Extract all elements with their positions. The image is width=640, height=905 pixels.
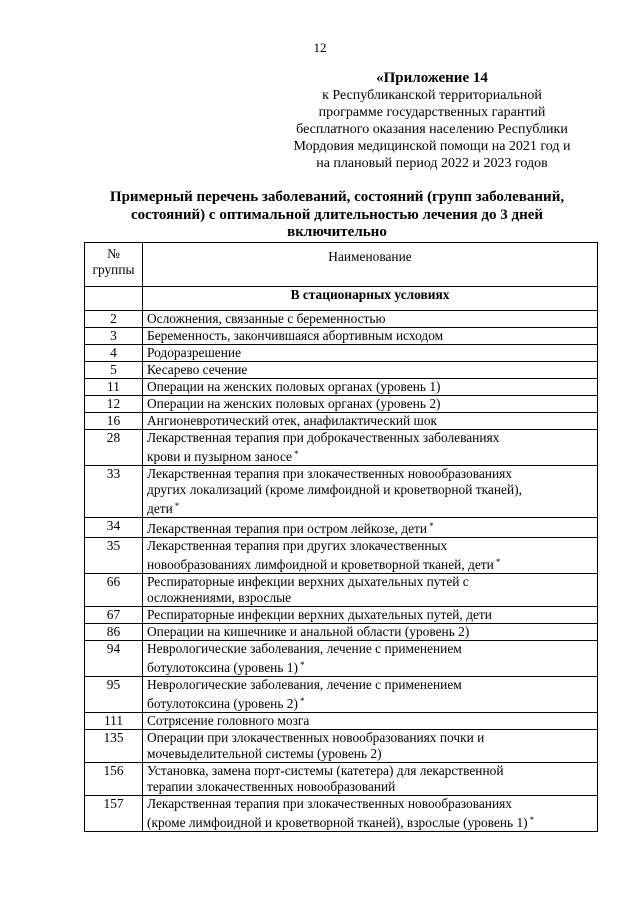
group-name-cell [143, 713, 598, 730]
table-row [85, 730, 598, 763]
group-name-line: Осложнения, связанные с беременностью [147, 311, 386, 326]
footnote-asterisk: * [299, 696, 305, 706]
group-number-cell: 33 [85, 466, 143, 518]
group-number-cell: 35 [85, 538, 143, 574]
header-num-line: № [107, 246, 120, 261]
table-row [85, 796, 598, 832]
group-name-line: Операции на кишечнике и анальной области (уровень 2) [147, 624, 470, 639]
table-row [85, 396, 598, 413]
footnote-asterisk: * [294, 449, 299, 459]
group-number-cell: 135 [85, 730, 143, 763]
table-row [85, 311, 598, 328]
group-name-cell [143, 763, 598, 796]
group-number-cell: 86 [85, 624, 143, 641]
group-number-cell: 4 [85, 345, 143, 362]
group-number-cell: 2 [85, 311, 143, 328]
group-number-cell: 66 [85, 574, 143, 607]
group-number-cell: 28 [85, 430, 143, 466]
appendix-line: на плановый период 2022 и 2023 годов [316, 156, 548, 171]
group-name-line: Неврологические заболевания, лечение с применением [147, 677, 462, 692]
group-name-line: Операции при злокачественных новообразованиях почки и [147, 730, 485, 745]
table-row [85, 345, 598, 362]
group-name-line: других локализаций (кроме лимфоидной и кроветворной тканей), [147, 482, 522, 497]
group-name-line: Лекарственная терапия при злокачественных новообразованиях [147, 796, 512, 811]
group-name-line: Неврологические заболевания, лечение с применением [147, 641, 462, 656]
group-number-cell: 12 [85, 396, 143, 413]
group-name-cell [143, 518, 598, 538]
group-number-cell: 67 [85, 607, 143, 624]
table-row [85, 713, 598, 730]
group-name-line: Беременность, закончившаяся абортивным исходом [147, 328, 444, 343]
group-name-line: Родоразрешение [147, 345, 242, 360]
group-name-line: ботулотоксина (уровень 1) * [147, 660, 305, 675]
group-name-line: Ангионевротический отек, анафилактический шок [147, 413, 438, 428]
table-row [85, 538, 598, 574]
group-number-cell: 95 [85, 677, 143, 713]
table-row [85, 607, 598, 624]
footnote-asterisk: * [174, 501, 180, 511]
group-name-line: крови и пузырном заносе * [147, 449, 299, 464]
group-name-line: Кесарево сечение [147, 362, 248, 377]
header-name: Наименование [143, 243, 598, 287]
group-name-line: (кроме лимфоидной и кроветворной тканей), взрослые (уровень 1) * [147, 815, 535, 830]
table-row [85, 413, 598, 430]
group-number-cell: 3 [85, 328, 143, 345]
footnote-asterisk: * [529, 815, 535, 825]
group-name-cell [143, 538, 598, 574]
table-row [85, 624, 598, 641]
group-number-cell: 156 [85, 763, 143, 796]
footnote-asterisk: * [429, 521, 434, 531]
table-row [85, 466, 598, 518]
appendix-title: «Приложение 14 [376, 70, 488, 86]
section-empty-cell [85, 287, 143, 311]
table-header-row [85, 243, 598, 287]
group-name-cell [143, 362, 598, 379]
group-name-line: осложнениями, взрослые [147, 590, 292, 605]
group-name-line: терапии злокачественных новообразований [147, 779, 396, 794]
group-name-cell [143, 379, 598, 396]
group-name-cell [143, 796, 598, 832]
table-row [85, 763, 598, 796]
group-name-cell [143, 607, 598, 624]
group-name-line: Лекарственная терапия при доброкачественных заболеваниях [147, 430, 500, 445]
group-name-cell [143, 345, 598, 362]
group-number-cell: 5 [85, 362, 143, 379]
group-number-cell: 94 [85, 641, 143, 677]
group-name-line: Респираторные инфекции верхних дыхательных путей, дети [147, 607, 492, 622]
group-name-line: ботулотоксина (уровень 2) * [147, 696, 305, 711]
group-name-cell [143, 730, 598, 763]
group-name-cell [143, 466, 598, 518]
group-name-line: Лекарственная терапия при других злокачественных [147, 538, 448, 553]
group-number-cell: 34 [85, 518, 143, 538]
group-name-cell [143, 677, 598, 713]
table-row [85, 518, 598, 538]
appendix-line: бесплатного оказания населению Республики [296, 122, 568, 137]
table-row [85, 677, 598, 713]
group-name-line: Операции на женских половых органах (уровень 1) [147, 379, 441, 394]
table-row [85, 379, 598, 396]
appendix-line: Мордовия медицинской помощи на 2021 год и [293, 139, 571, 154]
group-name-cell [143, 396, 598, 413]
footnote-asterisk: * [495, 557, 501, 567]
group-name-line: Респираторные инфекции верхних дыхательных путей с [147, 574, 469, 589]
document-title-line: Примерный перечень заболеваний, состояний (групп заболеваний, [109, 189, 565, 205]
page-number: 12 [313, 40, 327, 55]
group-name-cell [143, 574, 598, 607]
group-name-cell [143, 413, 598, 430]
group-name-line: дети * [147, 501, 180, 516]
group-name-cell [143, 641, 598, 677]
group-number-cell: 157 [85, 796, 143, 832]
group-name-line: Лекарственная терапия при остром лейкозе, дети * [147, 521, 434, 536]
document-title-line: состояний) с оптимальной длительностью лечения до 3 дней [130, 206, 544, 223]
header-group-number [85, 243, 143, 287]
group-name-cell [143, 624, 598, 641]
table-row [85, 362, 598, 379]
document-title-line: включительно [287, 224, 387, 240]
appendix-block [262, 70, 602, 172]
table-row [85, 430, 598, 466]
group-name-cell [143, 311, 598, 328]
group-name-line: Сотрясение головного мозга [147, 713, 310, 728]
table-row [85, 574, 598, 607]
group-number-cell: 11 [85, 379, 143, 396]
footnote-asterisk: * [299, 660, 305, 670]
document-title [62, 189, 612, 242]
group-name-line: новообразованиях лимфоидной и кроветворной тканей, дети * [147, 557, 501, 572]
group-number-cell: 111 [85, 713, 143, 730]
group-name-line: мочевыделительной системы (уровень 2) [147, 746, 382, 761]
appendix-line: к Республиканской территориальной [322, 88, 542, 103]
header-num-line: группы [92, 262, 135, 277]
group-name-cell [143, 328, 598, 345]
diseases-table [84, 242, 598, 832]
group-name-line: Установка, замена порт-системы (катетера) для лекарственной [147, 763, 504, 778]
section-title: В стационарных условиях [143, 287, 598, 311]
appendix-line: программе государственных гарантий [318, 105, 546, 120]
table-row [85, 641, 598, 677]
table-row [85, 328, 598, 345]
group-name-cell [143, 430, 598, 466]
group-name-line: Операции на женских половых органах (уровень 2) [147, 396, 441, 411]
group-name-line: Лекарственная терапия при злокачественных новообразованиях [147, 466, 512, 481]
group-number-cell: 16 [85, 413, 143, 430]
section-row [85, 287, 598, 311]
